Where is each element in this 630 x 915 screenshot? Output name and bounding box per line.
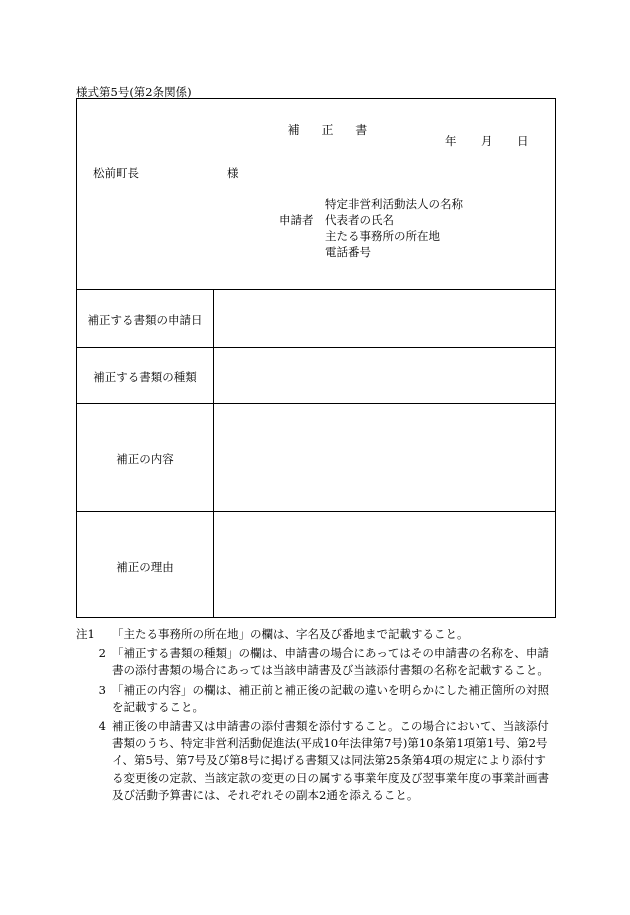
applicant-field-office-address: 主たる事務所の所在地 [325,229,440,243]
applicant-label: 申請者 [279,213,314,227]
note-number: 2 [98,646,106,661]
row-divider [77,347,555,348]
note-text: 「補正の内容」の欄は、補正前と補正後の記載の違いを明らかにした補正箇所の対照を記載すること。 [112,682,549,714]
addressee: 松前町長 [93,166,139,180]
date-day-label: 日 [517,134,529,148]
note-text: 「補正する書類の種類」の欄は、申請書の場合にあってはその申請書の名称を、申請書の添付書類の場合にあっては当該申請書及び当該添付書類の名称を記載すること。 [112,646,549,678]
applicant-field-phone: 電話番号 [325,245,371,259]
row-label-correction-reason: 補正の理由 [116,560,174,574]
honorific: 様 [227,166,239,180]
row-divider [77,289,555,290]
form-box [76,98,556,618]
form-number-label: 様式第5号(第2条関係) [76,85,192,99]
row-divider [77,511,555,512]
row-label-document-type: 補正する書類の種類 [93,370,197,384]
document-title: 補 正 書 [287,123,377,137]
row-divider [77,403,555,404]
column-divider [213,289,214,617]
note-item [76,645,556,679]
date-year-label: 年 [445,134,457,148]
applicant-field-org-name: 特定非営利活動法人の名称 [325,197,463,211]
date-month-label: 月 [481,134,493,148]
notes-section [76,626,556,806]
applicant-field-representative: 代表者の氏名 [325,213,394,227]
note-number: 3 [98,682,106,697]
row-label-application-date: 補正する書類の申請日 [87,313,203,327]
note-text: 「主たる事務所の所在地」の欄は、字名及び番地まで記載すること。 [112,627,469,641]
note-item [76,626,556,643]
note-number: 4 [98,719,106,734]
note-item [76,718,556,804]
note-item [76,682,556,716]
row-label-correction-content: 補正の内容 [116,452,174,466]
note-number: 注1 [76,627,95,641]
note-text: 補正後の申請書又は申請書の添付書類を添付すること。この場合において、当該添付書類のうち、特定非営利活動促進法(平成10年法律第7号)第10条第1項第1号、第2号イ、第5号、第7号及び第8号に掲げる書類又は同法第25条第4項の規定により添付する変更後の定款、当該定款の変更の日の属する事業年度及び翌事業年度の事業計画書及び活動予算書には、それぞれその副本2通を添えること。 [112,719,549,802]
